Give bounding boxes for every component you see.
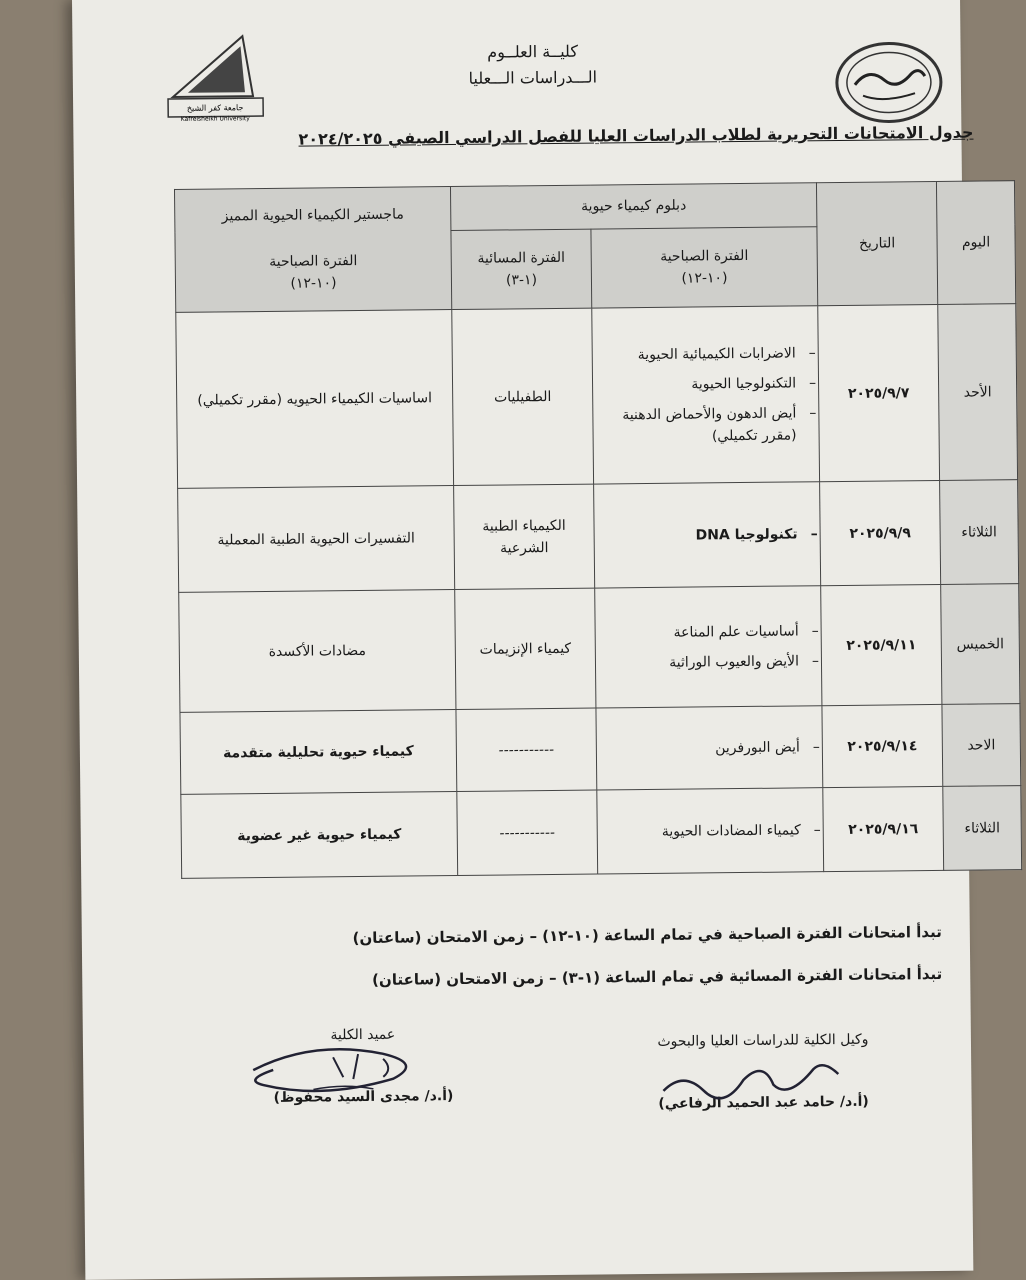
morning-cell <box>592 306 820 484</box>
university-logo <box>152 26 273 123</box>
evening-cell: كيمياء الإنزيمات <box>455 588 596 709</box>
document-page <box>72 0 1005 1280</box>
day-cell: الخميس <box>941 584 1020 705</box>
date-cell: ٢٠٢٥/٩/٩ <box>820 480 941 585</box>
header-diploma-morning <box>591 226 818 308</box>
exam-notes <box>222 911 943 1003</box>
morning-cell <box>597 788 824 874</box>
header-diploma-evening-time: (١-٣) <box>505 271 538 289</box>
evening-cell: ----------- <box>457 790 598 875</box>
table-row <box>179 584 1020 713</box>
master-cell: كيمياء حيوية تحليلية متقدمة <box>180 710 457 795</box>
date-cell: ٢٠٢٥/٩/١٦ <box>823 786 944 871</box>
master-cell: اساسيات الكيمياء الحيويه (مقرر تكميلي) <box>176 310 454 489</box>
evening-cell: الطفيليات <box>452 308 594 485</box>
header-diploma-morning-time: (١٠-١٢) <box>681 269 728 287</box>
vice-dean-signature <box>653 1054 854 1106</box>
day-cell: الثلاثاء <box>943 786 1022 871</box>
morning-exam: – أيض الدهون والأحماض الدهنية (مقرر تكميلي) <box>599 402 812 448</box>
vice-dean-signature-block <box>613 1031 914 1112</box>
morning-cell <box>595 586 822 708</box>
note-evening: تبدأ امتحانات الفترة المسائية في تمام الساعة (١-٣) – زمن الامتحان (ساعتان) <box>372 964 943 989</box>
faculty-seal <box>832 39 945 126</box>
morning-exam: – كيمياء المضادات الحيوية <box>604 819 817 843</box>
evening-cell: ----------- <box>456 708 597 791</box>
header-master-title: ماجستير الكيمياء الحيوية المميز <box>221 206 404 225</box>
morning-exam: – التكنولوجيا الحيوية <box>599 372 812 396</box>
header-diploma: دبلوم كيمياء حيوية <box>450 183 816 231</box>
table-row <box>180 704 1021 795</box>
faculty-name: كليــة العلــوم <box>487 41 578 62</box>
table-row <box>176 304 1018 489</box>
date-cell: ٢٠٢٥/٩/٧ <box>818 304 940 481</box>
department-name: الـــدراسات الـــعليا <box>468 67 598 88</box>
schedule-title: جدول الامتحانات التحريرية لطلاب الدراسات العليا للفصل الدراسي الصيفي ٢٠٢٤/٢٠٢٥ <box>298 122 974 149</box>
morning-exam: – تكنولوجيا DNA <box>601 523 814 547</box>
day-cell: الثلاثاء <box>940 480 1019 585</box>
header-master-morning-time: (١٠-١٢) <box>290 275 337 292</box>
header-day: اليوم <box>936 181 1015 305</box>
day-cell: الاحد <box>942 704 1021 787</box>
exam-schedule-table <box>174 180 1022 879</box>
morning-cell <box>594 482 821 588</box>
header-diploma-evening-label: الفترة المسائية <box>477 249 566 267</box>
morning-cell <box>596 706 823 790</box>
header-diploma-evening <box>451 229 592 310</box>
dean-signature-block <box>223 1026 504 1107</box>
master-cell: مضادات الأكسدة <box>179 590 456 713</box>
date-cell: ٢٠٢٥/٩/١٤ <box>822 704 943 787</box>
morning-exam: – الاضرابات الكيميائية الحيوية <box>599 342 812 366</box>
faculty-header <box>372 38 693 93</box>
logo-text: جامعة كفر الشيخ <box>186 103 244 113</box>
dean-signature <box>233 1038 454 1100</box>
day-cell: الأحد <box>938 304 1018 481</box>
table-row <box>181 786 1022 879</box>
header-master <box>174 187 451 313</box>
table-row <box>178 480 1019 593</box>
header-date: التاريخ <box>816 181 937 305</box>
table-header-row <box>174 181 1014 233</box>
evening-cell: الكيمياء الطبية الشرعية <box>454 484 595 589</box>
header-diploma-morning-label: الفترة الصباحية <box>660 247 749 265</box>
morning-exam: – الأيض والعيوب الوراثية <box>602 650 815 674</box>
master-cell: التفسيرات الحيوية الطبية المعملية <box>178 486 455 593</box>
date-cell: ٢٠٢٥/٩/١١ <box>821 584 942 705</box>
vice-dean-name: (أ.د/ حامد عبد الحميد الرفاعي) <box>658 1093 869 1112</box>
note-morning: تبدأ امتحانات الفترة الصباحية في تمام الساعة (١٠-١٢) – زمن الامتحان (ساعتان) <box>352 922 942 948</box>
master-cell: كيمياء حيوية غير عضوية <box>181 792 458 879</box>
morning-exam: – أيض البورفرين <box>603 736 816 760</box>
dean-name: (أ.د/ مجدى السيد محفوظ) <box>273 1088 454 1106</box>
vice-dean-title: وكيل الكلية للدراسات العليا والبحوث <box>657 1031 869 1050</box>
header-master-morning: الفترة الصباحية <box>269 253 358 270</box>
morning-exam: – أساسيات علم المناعة <box>602 620 815 644</box>
logo-text-en: Kafrelsheikh University <box>180 115 250 123</box>
dean-title: عميد الكلية <box>330 1026 396 1044</box>
